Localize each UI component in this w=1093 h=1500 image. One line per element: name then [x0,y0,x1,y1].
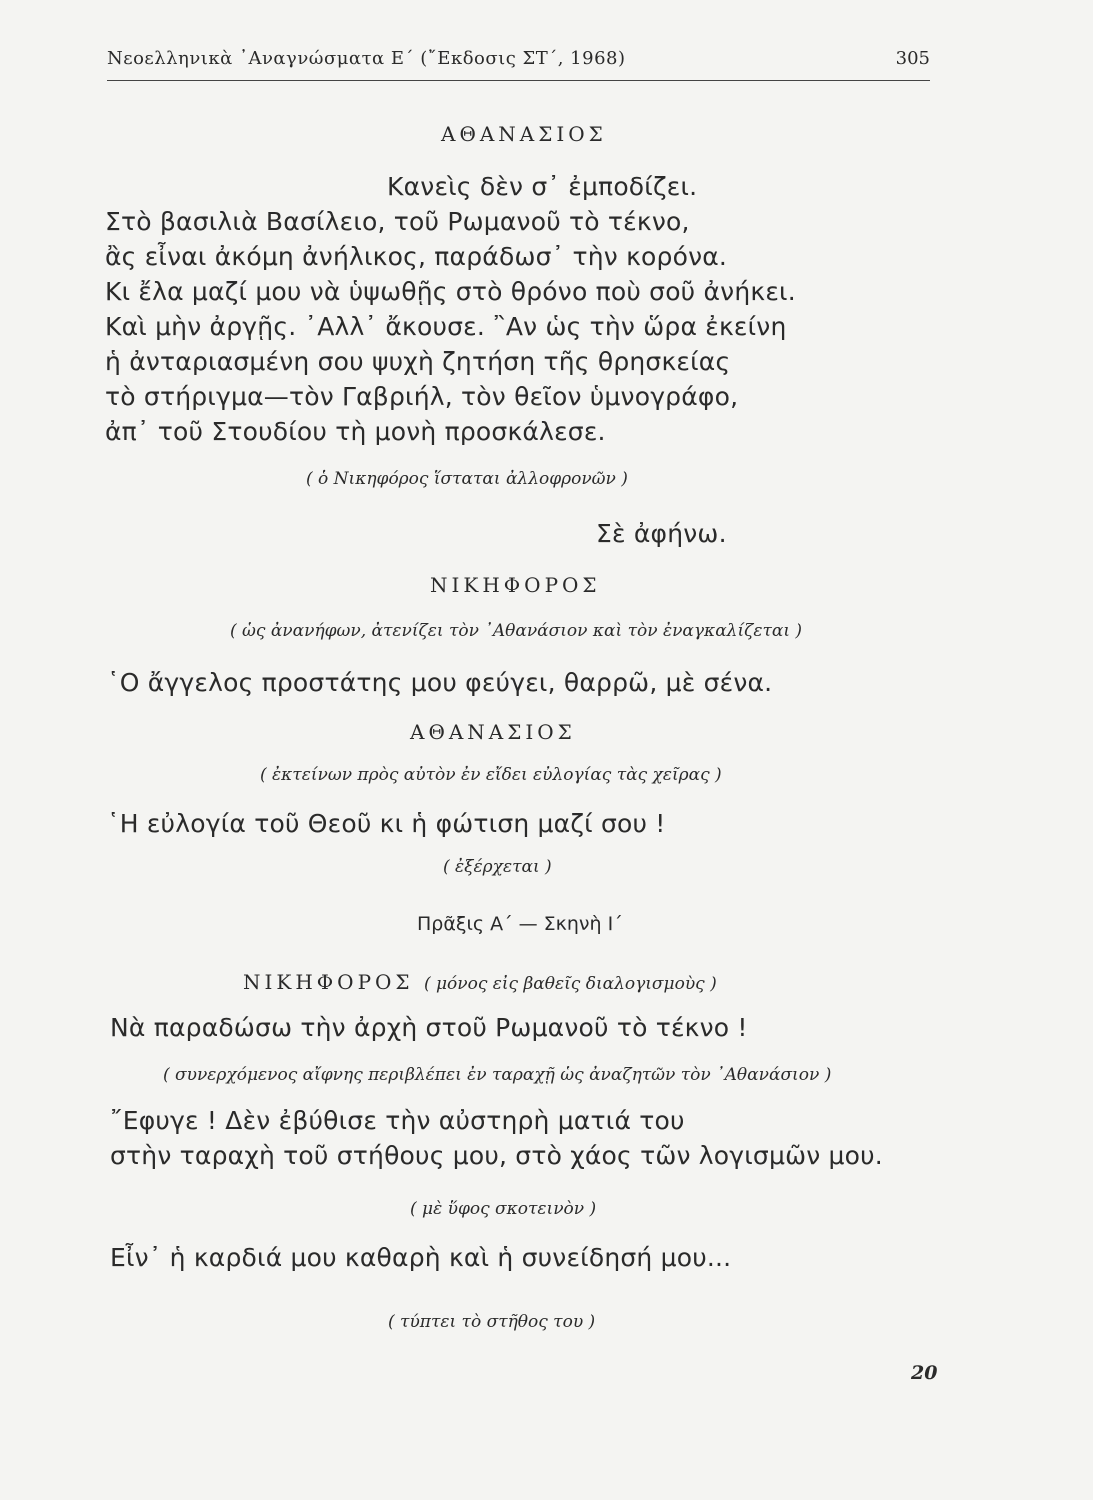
verse-line: ἡ ἀνταριασμένη σου ψυχὴ ζητήση τῆς θρησκείας [105,347,731,376]
stage-direction: ( ὁ Νικηφόρος ἵσταται ἀλλοφρονῶν ) [306,469,628,489]
verse-line: Νὰ παραδώσω τὴν ἀρχὴ στοῦ Ρωμανοῦ τὸ τέκνο ! [110,1013,748,1042]
verse-line: Στὸ βασιλιὰ Βασίλειο, τοῦ Ρωμανοῦ τὸ τέκνο, [105,207,690,236]
header-title: Νεοελληνικὰ ᾿Αναγνώσματα Ε΄ (῎Εκδοσις ΣΤ΄, 1968) [107,48,626,69]
verse-line: Κανεὶς δὲν σ᾿ ἐμποδίζει. [387,172,698,201]
stage-direction: ( συνερχόμενος αἴφνης περιβλέπει ἐν ταραχῇ ὡς ἀναζητῶν τὸν ᾿Αθανάσιον ) [163,1065,832,1085]
stage-direction: ( ὡς ἀνανήφων, ἀτενίζει τὸν ᾿Αθανάσιον καὶ τὸν ἐναγκαλίζεται ) [230,621,803,641]
stage-direction: ( μὲ ὕφος σκοτεινὸν ) [410,1199,597,1219]
speaker-name: ΑΘΑΝΑΣΙΟΣ [441,122,607,146]
header-page-number: 305 [895,48,930,69]
verse-line: Καὶ μὴν ἀργῇς. ᾿Αλλ᾿ ἄκουσε. ῍Αν ὡς τὴν ὥρα ἐκείνη [105,312,787,341]
scene-heading: Πρᾶξις Α΄ — Σκηνὴ Ι΄ [417,913,623,935]
speaker-name: ΑΘΑΝΑΣΙΟΣ [410,720,576,744]
verse-line: Εἶν᾿ ἡ καρδιά μου καθαρὴ καὶ ἡ συνείδησή μου... [110,1243,732,1272]
running-header [107,46,930,81]
verse-line: ἂς εἶναι ἀκόμη ἀνήλικος, παράδωσ᾿ τὴν κορόνα. [105,242,728,271]
speaker-name-label: ΝΙΚΗΦΟΡΟΣ [243,970,414,994]
verse-line: Σὲ ἀφήνω. [596,519,727,548]
verse-line: τὸ στήριγμα—τὸν Γαβριήλ, τὸν θεῖον ὑμνογράφο, [105,382,739,411]
stage-direction: ( ἐκτείνων πρὸς αὐτὸν ἐν εἴδει εὐλογίας τὰς χεῖρας ) [260,765,722,785]
verse-line: ῎Εφυγε ! Δὲν ἐβύθισε τὴν αὐστηρὴ ματιά του [110,1106,685,1135]
stage-direction: ( τύπτει τὸ στῆθος του ) [388,1312,596,1332]
stage-direction: ( μόνος εἰς βαθεῖς διαλογισμοὺς ) [423,974,717,994]
stage-direction: ( ἐξέρχεται ) [443,857,552,877]
signature-mark: 20 [911,1362,938,1384]
verse-line: ἀπ᾿ τοῦ Στουδίου τὴ μονὴ προσκάλεσε. [105,417,606,446]
verse-line: ῾Η εὐλογία τοῦ Θεοῦ κι ἡ φώτιση μαζί σου ! [107,809,666,838]
speaker-name: ΝΙΚΗΦΟΡΟΣ [430,573,601,597]
verse-line: Κι ἔλα μαζί μου νὰ ὑψωθῇς στὸ θρόνο ποὺ σοῦ ἀνήκει. [105,277,796,306]
speaker-name [243,970,717,994]
verse-line: ῾Ο ἄγγελος προστάτης μου φεύγει, θαρρῶ, μὲ σένα. [107,668,773,697]
verse-line: στὴν ταραχὴ τοῦ στήθους μου, στὸ χάος τῶν λογισμῶν μου. [110,1141,883,1170]
